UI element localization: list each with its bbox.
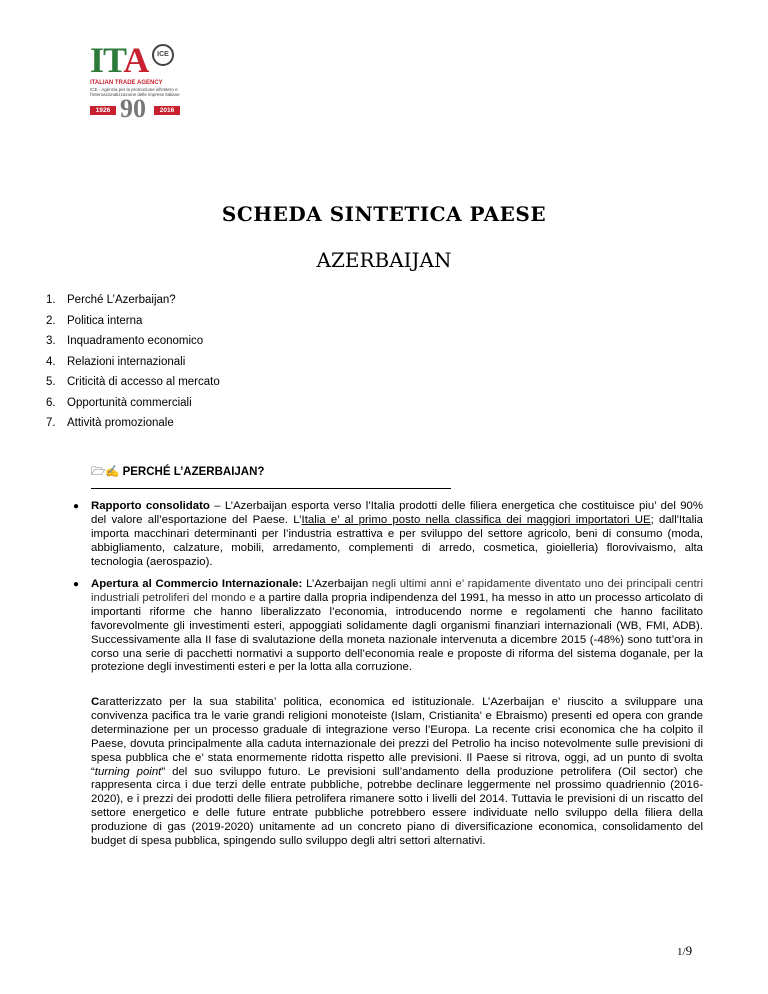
section-heading: 🗁✍ PERCHÉ L’AZERBAIJAN? — [91, 466, 265, 478]
document-title: SCHEDA SINTETICA PAESE — [221, 202, 547, 226]
ice-badge-icon: ICE — [152, 44, 174, 66]
toc-item: 1. Perché L’Azerbaijan? — [46, 294, 176, 306]
toc-item: 6. Opportunità commerciali — [46, 396, 192, 409]
ita-logo — [90, 42, 180, 122]
toc-item: 2. Politica interna — [46, 314, 143, 327]
paragraph-rapporto: ● Rapporto consolidato – L’Azerbaijan esporta verso l’Italia prodotti delle filiera energetica che costituisce piu’ del 90% del valore all’esportazione del Paese. L’Italia e’ al primo posto nella classifica dei maggiori importatori UE; dall'Italia importa macchinari determinanti per l’industria estrattiva e per sviluppo del settore agricolo, beni di consumo (moda, abbigliamento, calzature, mobili, arredamento, complementi di arredo, cosmetica, gioielleria) florovivaismo, alta tecnologia (aerospazio). — [73, 500, 703, 568]
bullet-icon: ● — [73, 501, 80, 512]
toc-item: 4. Relazioni internazionali — [46, 355, 186, 368]
logo-ice-text: ICE - Agenzia per la promozione all'estero e l'internazionalizzazione delle imprese italiane — [90, 87, 180, 97]
toc-item: 3. Inquadramento economico — [46, 335, 204, 347]
bullet-icon: ● — [73, 579, 80, 590]
table-of-contents — [46, 290, 220, 434]
folder-pen-icon: 🗁✍ — [91, 466, 120, 478]
country-title: AZERBAIJAN — [316, 248, 452, 272]
logo-wordmark: ITA — [90, 40, 149, 80]
logo-year-end: 2016 — [154, 106, 180, 115]
toc-item: 5. Criticità di accesso al mercato — [46, 376, 220, 388]
page-number: 1/9 — [677, 943, 693, 958]
toc-item: 7. Attività promozionale — [46, 417, 174, 429]
section-divider — [91, 488, 451, 489]
logo-ninety: 90 — [120, 94, 146, 123]
logo-year-start: 1926 — [90, 106, 116, 115]
logo-agency: ITALIAN TRADE AGENCY — [90, 80, 163, 86]
paragraph-caratterizzato: Caratterizzato per la sua stabilita’ politica, economica ed istituzionale. L’Azerbaijan e’ riuscito a sviluppare una convivenza pacifica tra le varie grandi religioni monoteiste (Islam, Cristianita’ e Ebraismo) presenti ed opera con grande determinazione per un processo graduale di integrazione verso l’Europa. La recente crisi economica che ha colpito il Paese, dovuta principalmente alla caduta internazionale dei prezzi del Petrolio ha inciso notevolmente sulle previsioni di spesa pubblica che e’ stata enormemente ridotta rispetto alle previsioni. Il Paese si ritrova, oggi, ad un punto di svolta “turning point” del suo sviluppo futuro. Le previsioni sull’andamento della produzione petrolifera (Oil sector) che rappresenta circa i due terzi delle entrate pubbliche, potrebbe declinare leggermente nel prossimo quadriennio (2016-2020), e i prezzi dei prodotti delle filiera petrolifera rimanere sotto i livelli del 2014. Tuttavia le previsioni di un riscatto del settore energetico e delle future entrate pubbliche potrebbero essere individuate nello sviluppo della filiera della produzione di gas (2019-2020) unitamente ad un concreto piano di diversificazione economica, consolidamento del budget di spesa pubblica, spingendo sullo sviluppo degli altri settori alternativi. — [91, 696, 703, 848]
paragraph-apertura: ● Apertura al Commercio Internazionale: L’Azerbaijan negli ultimi anni e’ rapidamente diventato uno dei principali centri industriali petroliferi del mondo e a partire dalla propria indipendenza del 1991, ha messo in atto un processo articolato di importanti riforme che hanno liberalizzato l’economia, introducendo norme e regolamenti che hanno facilitato favorevolmente gli investimenti esteri, appoggiati solidamente dagli organismi finanziari internazionali (WB, FMI, ADB). Successivamente alla II fase di svalutazione della moneta nazionale intervenuta a dicembre 2015 (-48%) sono tutt’ora in corso una serie di pacchetti normativi a supporto dell’economia reale e proposte di riforma del sistema doganale, per la protezione degli investimenti esteri e per la lotta alla corruzione. — [73, 578, 704, 674]
